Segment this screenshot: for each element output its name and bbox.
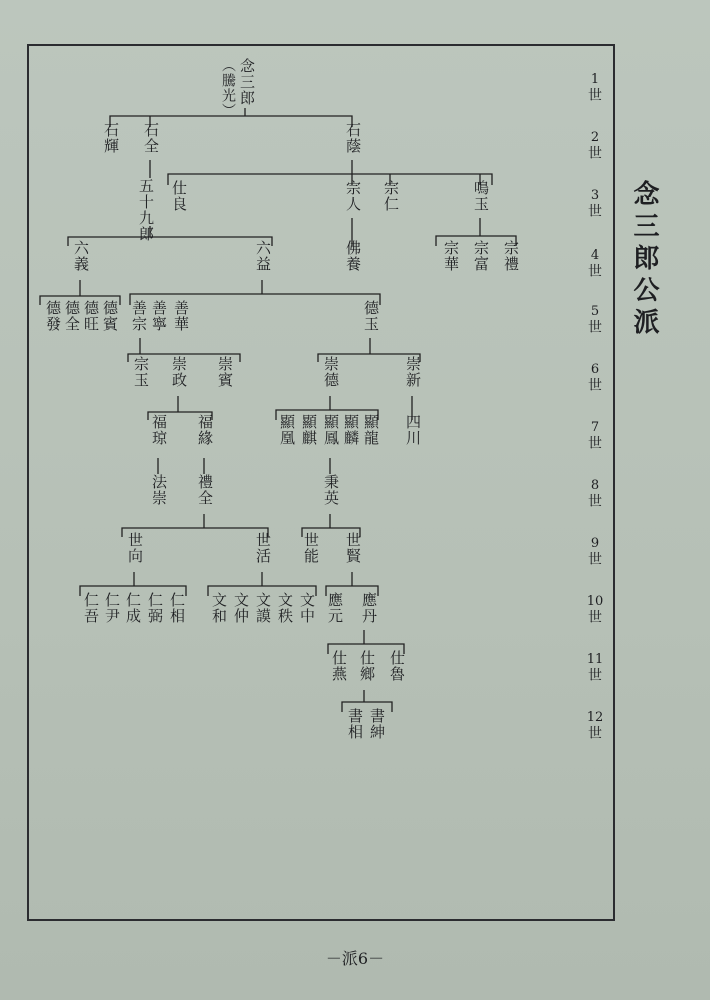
node-g4-5: 宗禮 (502, 240, 520, 272)
node-g3-2: 宗人 (344, 180, 362, 212)
node-g6-0: 宗玉 (132, 356, 150, 388)
generation-label-10: 10 世 (586, 594, 604, 626)
generation-label-7: 7 世 (588, 420, 602, 452)
node-g10-11: 應丹 (360, 592, 378, 624)
node-g8-1: 禮全 (196, 474, 214, 506)
node-g7-2: 顯凰 (278, 414, 296, 446)
node-g3-0: 五十九郎 (137, 178, 155, 242)
generation-label-8: 8 世 (588, 478, 602, 510)
node-g7-4: 顯鳳 (322, 414, 340, 446)
node-g11-0: 仕燕 (330, 650, 348, 682)
generation-label-5: 5 世 (588, 304, 602, 336)
page-title: 念三郎公派 (629, 180, 659, 340)
node-g2-1: 石全 (142, 122, 160, 154)
generation-label-2: 2 世 (588, 130, 602, 162)
node-root: 念三郎 (238, 58, 256, 106)
node-g12-0: 書相 (346, 708, 364, 740)
node-g5-1: 德全 (63, 300, 81, 332)
node-g5-6: 善華 (172, 300, 190, 332)
node-g9-3: 世賢 (344, 532, 362, 564)
node-g5-3: 德賓 (101, 300, 119, 332)
node-g5-7: 德玉 (362, 300, 380, 332)
node-g6-2: 崇賓 (216, 356, 234, 388)
node-g6-4: 崇新 (404, 356, 422, 388)
node-g4-3: 宗華 (442, 240, 460, 272)
node-g5-2: 德旺 (82, 300, 100, 332)
node-g10-3: 仁弼 (146, 592, 164, 624)
node-g5-4: 善宗 (130, 300, 148, 332)
node-g10-8: 文秩 (276, 592, 294, 624)
node-g4-1: 六益 (254, 240, 272, 272)
generation-label-11: 11 世 (586, 652, 604, 684)
node-g7-0: 福琼 (150, 414, 168, 446)
node-g10-5: 文和 (210, 592, 228, 624)
node-g6-1: 崇政 (170, 356, 188, 388)
node-g10-7: 文謨 (254, 592, 272, 624)
generation-label-9: 9 世 (588, 536, 602, 568)
node-g7-1: 福緣 (196, 414, 214, 446)
generation-label-4: 4 世 (588, 248, 602, 280)
node-g10-1: 仁尹 (103, 592, 121, 624)
node-g8-0: 法崇 (150, 474, 168, 506)
node-g5-5: 善寧 (150, 300, 168, 332)
node-g4-4: 宗富 (472, 240, 490, 272)
node-g9-1: 世活 (254, 532, 272, 564)
node-g2-0: 石輝 (102, 122, 120, 154)
node-g10-10: 應元 (326, 592, 344, 624)
node-g11-1: 仕鄉 (358, 650, 376, 682)
node-g2-2: 石蔭 (344, 122, 362, 154)
generation-label-3: 3 世 (588, 188, 602, 220)
node-g10-0: 仁吾 (82, 592, 100, 624)
node-g4-2: 佛養 (344, 240, 362, 272)
node-g8-2: 秉英 (322, 474, 340, 506)
node-g9-2: 世能 (302, 532, 320, 564)
node-g7-3: 顯麒 (300, 414, 318, 446)
node-g7-7: 四川 (404, 414, 422, 446)
node-g10-4: 仁相 (168, 592, 186, 624)
node-g12-1: 書紳 (368, 708, 386, 740)
page-number: －派6－ (325, 949, 385, 968)
node-g3-1: 仕良 (170, 180, 188, 212)
node-g10-9: 文中 (298, 592, 316, 624)
generation-label-1: 1 世 (588, 72, 602, 104)
node-g5-0: 德發 (44, 300, 62, 332)
node-g3-4: 鳴玉 (472, 180, 490, 212)
node-g3-3: 宗仁 (382, 180, 400, 212)
node-root-alias: （騰光） (220, 58, 236, 118)
node-g9-0: 世向 (126, 532, 144, 564)
node-g11-2: 仕魯 (388, 650, 406, 682)
node-g6-3: 崇德 (322, 356, 340, 388)
node-g10-6: 文仲 (232, 592, 250, 624)
node-g7-6: 顯龍 (362, 414, 380, 446)
generation-label-12: 12 世 (586, 710, 604, 742)
node-g10-2: 仁成 (124, 592, 142, 624)
generation-label-6: 6 世 (588, 362, 602, 394)
node-g4-0: 六義 (72, 240, 90, 272)
node-g7-5: 顯麟 (342, 414, 360, 446)
